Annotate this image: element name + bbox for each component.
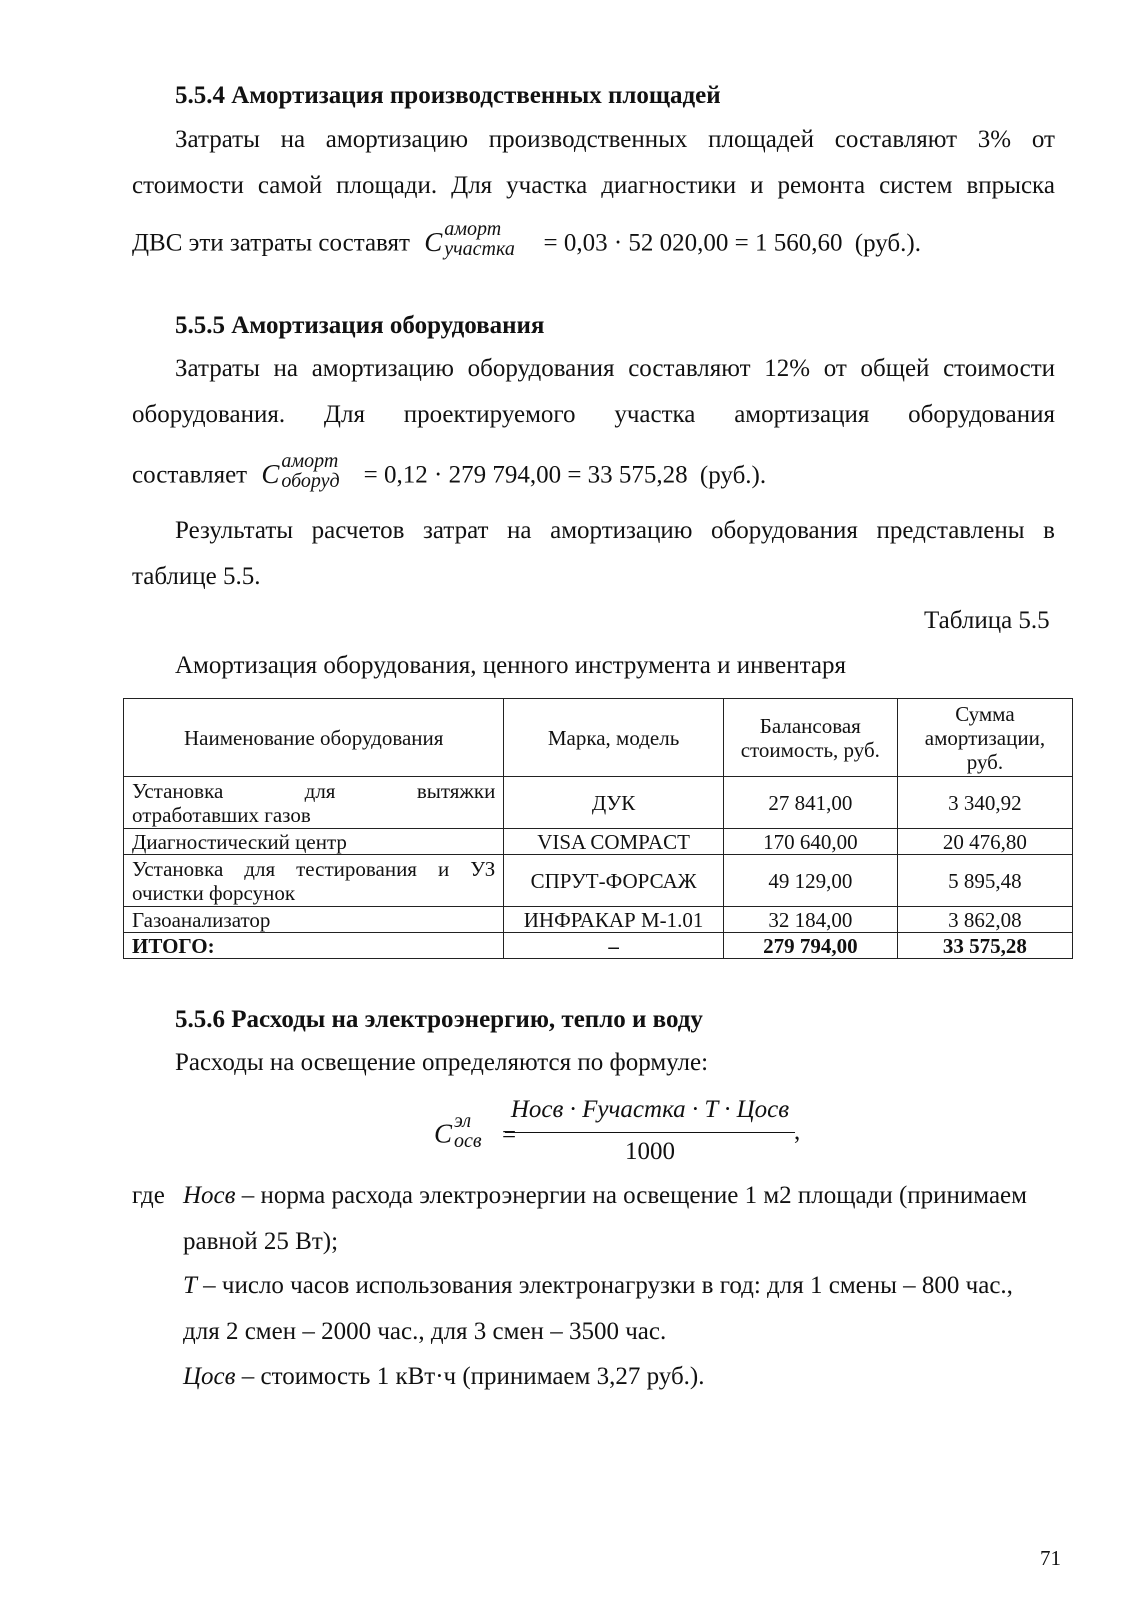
model-cell: СПРУТ-ФОРСАЖ <box>504 855 723 907</box>
header-cell: Марка, модель <box>504 699 723 777</box>
definition-1-continued: равной 25 Вт); <box>183 1228 339 1255</box>
word: Установка <box>132 778 224 803</box>
word: стоимости <box>943 355 1055 382</box>
cost-cell: 27 841,00 <box>723 777 897 829</box>
word: площади. <box>336 172 438 199</box>
word: Затраты <box>175 126 260 153</box>
word: амортизация <box>734 401 870 428</box>
word: от <box>1031 126 1055 153</box>
paragraph-results-line2: таблице 5.5. <box>132 563 261 590</box>
where-label: где <box>132 1182 165 1209</box>
amort-cell: 20 476,80 <box>897 829 1072 855</box>
word: расчетов <box>311 517 405 544</box>
table-row <box>124 829 1073 855</box>
formula-sub: осв <box>454 1130 482 1152</box>
formula-equals: = <box>502 1121 517 1149</box>
formula-denominator: 1000 <box>625 1138 675 1165</box>
word: для <box>244 856 276 881</box>
total-label-cell: ИТОГО: <box>124 933 504 959</box>
word: на <box>507 517 532 544</box>
table-caption: Амортизация оборудования, ценного инструмента и инвентаря <box>175 652 846 679</box>
word: 12% <box>764 355 811 382</box>
word: оборудования <box>908 401 1055 428</box>
word: затрат <box>423 517 489 544</box>
word: оборудования <box>711 517 858 544</box>
section-heading-556: 5.5.6 Расходы на электроэнергию, тепло и воду <box>175 1006 703 1033</box>
page-number: 71 <box>1040 1546 1061 1570</box>
model-cell: ИНФРАКАР М-1.01 <box>504 907 723 933</box>
word: впрыска <box>966 172 1055 199</box>
word: Для <box>451 172 493 199</box>
table-total-row <box>124 933 1073 959</box>
word: от <box>823 355 847 382</box>
header-cell: Сумма амортизации, руб. <box>897 699 1072 777</box>
word: участка <box>506 172 588 199</box>
word: тестирования <box>296 856 417 881</box>
table-number-label: Таблица 5.5 <box>924 607 1050 634</box>
definition-3 <box>183 1363 705 1391</box>
word: оборудования. <box>132 401 286 428</box>
definition-text: – норма расхода электроэнергии на освещение 1 м2 площади (принимаем <box>241 1182 1027 1209</box>
cost-cell: 32 184,00 <box>723 907 897 933</box>
word: и <box>437 856 450 881</box>
word: самой <box>257 172 323 199</box>
word: в <box>1043 517 1055 544</box>
word: для <box>304 778 336 803</box>
word: и <box>750 172 764 199</box>
formula-symbol: C <box>261 458 280 489</box>
table-row <box>124 777 1073 829</box>
formula-numerator: Hосв · Fучастка · T · Цосв <box>510 1096 790 1123</box>
definition-text: – число часов использования электронагрузки в год: для 1 смены – 800 час., <box>203 1272 1013 1299</box>
word: на <box>280 126 306 153</box>
name-cell <box>124 855 504 907</box>
word: Для <box>323 401 365 428</box>
amort-cell: 5 895,48 <box>897 855 1072 907</box>
model-cell: ДУК <box>504 777 723 829</box>
amort-cell: 3 340,92 <box>897 777 1072 829</box>
word: систем <box>879 172 953 199</box>
definition-variable: Hосв <box>183 1182 236 1209</box>
formula-sub: участка <box>444 238 515 260</box>
header-cell: Наименование оборудования <box>124 699 504 777</box>
name-line: очистки форсунок <box>132 880 296 905</box>
formula-sup: эл <box>454 1110 472 1132</box>
word: стоимости <box>132 172 244 199</box>
word: вытяжки <box>416 778 496 803</box>
definition-1 <box>183 1182 1027 1210</box>
table-row <box>124 907 1073 933</box>
definition-2 <box>183 1272 1013 1300</box>
formula-comma: , <box>794 1118 801 1145</box>
word: амортизацию <box>325 126 469 153</box>
section-heading-555: 5.5.5 Амортизация оборудования <box>175 312 545 339</box>
name-line: отработавших газов <box>132 802 311 827</box>
word: УЗ <box>470 856 496 881</box>
definition-text: – стоимость 1 кВт·ч (принимаем 3,27 руб.). <box>241 1363 705 1390</box>
formula-rhs: = 0,03 · 52 020,00 = 1 560,60 <box>543 229 843 257</box>
word: общей <box>860 355 930 382</box>
formula-sup-sub <box>452 1110 502 1160</box>
word: проектируемого <box>403 401 576 428</box>
word: на <box>273 355 299 382</box>
word: диагностики <box>601 172 737 199</box>
cost-cell: 170 640,00 <box>723 829 897 855</box>
definition-variable: Цосв <box>183 1363 236 1390</box>
fraction-bar <box>505 1132 795 1133</box>
word: ремонта <box>777 172 866 199</box>
definition-variable: T <box>183 1272 197 1299</box>
word: оборудования <box>467 355 615 382</box>
paragraph-555-line3 <box>132 450 767 500</box>
definition-2-continued: для 2 смен – 2000 час., для 3 смен – 3500 час. <box>183 1318 667 1345</box>
paragraph-556-intro: Расходы на освещение определяются по формуле: <box>175 1049 709 1076</box>
total-model-cell: – <box>504 933 723 959</box>
lighting-formula-fraction <box>505 1096 795 1168</box>
model-cell: VISA COMPACT <box>504 829 723 855</box>
word: представлены <box>876 517 1025 544</box>
cost-cell: 49 129,00 <box>723 855 897 907</box>
table-header-row <box>124 699 1073 777</box>
table-row <box>124 855 1073 907</box>
formula-sup-sub <box>442 218 537 268</box>
formula-symbol: C <box>424 226 443 257</box>
word: амортизацию <box>311 355 454 382</box>
name-cell: Диагностический центр <box>124 829 504 855</box>
amort-cell: 3 862,08 <box>897 907 1072 933</box>
formula-sup-sub <box>279 450 357 500</box>
word: Установка <box>132 856 224 881</box>
word: производственных <box>488 126 688 153</box>
paragraph-results-line1 <box>175 517 1055 545</box>
word: участка <box>614 401 696 428</box>
total-cost-cell: 279 794,00 <box>723 933 897 959</box>
formula-rhs: = 0,12 · 279 794,00 = 33 575,28 <box>363 461 688 489</box>
formula-suffix: (руб.). <box>854 229 921 257</box>
word: Результаты <box>175 517 294 544</box>
paragraph-555-line2 <box>132 401 1055 429</box>
paragraph-554-line3 <box>132 218 921 268</box>
formula-sup: аморт <box>281 450 339 472</box>
paragraph-554-line1 <box>175 126 1055 154</box>
text-prefix: составляет <box>132 461 248 489</box>
word: составляют <box>628 355 751 382</box>
formula-sup: аморт <box>444 218 502 240</box>
word: амортизацию <box>550 517 693 544</box>
name-line <box>132 857 495 881</box>
word: составляют <box>834 126 958 153</box>
name-cell <box>124 777 504 829</box>
paragraph-554-line2 <box>132 172 1055 200</box>
name-line <box>132 779 495 803</box>
section-heading-554: 5.5.4 Амортизация производственных площадей <box>175 82 721 109</box>
total-amort-cell: 33 575,28 <box>897 933 1072 959</box>
word: площадей <box>708 126 815 153</box>
lighting-formula-lhs <box>434 1110 517 1160</box>
paragraph-555-line1 <box>175 355 1055 383</box>
amortization-table <box>123 698 1073 959</box>
header-cell: Балансовая стоимость, руб. <box>723 699 897 777</box>
word: 3% <box>977 126 1012 153</box>
formula-suffix: (руб.). <box>699 461 767 489</box>
formula-symbol: C <box>434 1118 453 1149</box>
name-cell: Газоанализатор <box>124 907 504 933</box>
word: Затраты <box>175 355 260 382</box>
text-prefix: ДВС эти затраты составят <box>132 229 410 257</box>
formula-sub: оборуд <box>281 470 340 492</box>
